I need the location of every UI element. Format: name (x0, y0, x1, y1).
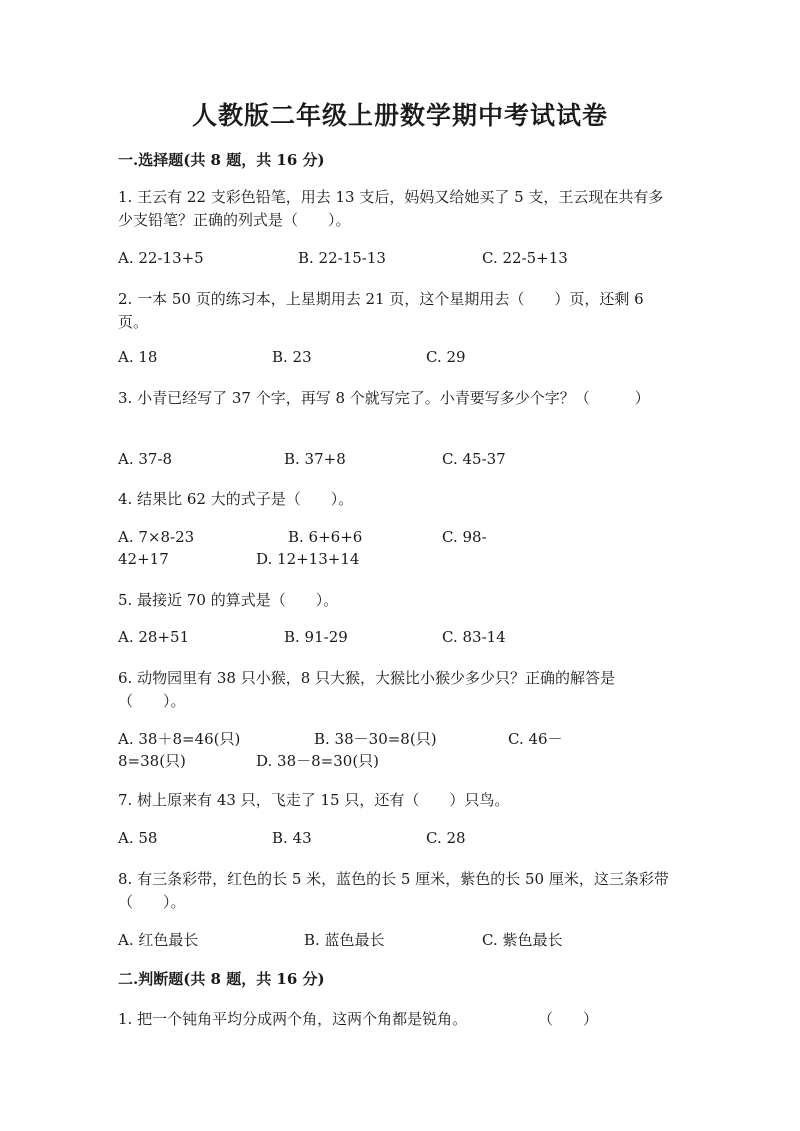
section-heading-judgement: 二.判断题(共 8 题，共 16 分) (118, 970, 325, 988)
option-a: A. 38＋8=46(只) (118, 730, 241, 748)
option-a: A. 58 (118, 829, 158, 847)
question-3-options (118, 450, 698, 474)
question-8-options (118, 929, 698, 953)
judgement-question-1 (118, 1008, 698, 1032)
option-b: B. 蓝色最长 (304, 931, 385, 949)
option-c: C. 46－ (508, 730, 563, 748)
question-6-options-row1 (118, 728, 698, 752)
question-5-options (118, 628, 698, 652)
section-heading-choice: 一.选择题(共 8 题，共 16 分) (118, 151, 325, 169)
option-c-continued: 8=38(只) (118, 752, 186, 770)
option-c: C. 83-14 (442, 628, 506, 646)
question-4: 4. 结果比 62 大的式子是（ ）。 (118, 490, 354, 508)
option-b: B. 22-15-13 (298, 249, 386, 267)
option-b: B. 6+6+6 (288, 528, 363, 546)
question-4-options-row1 (118, 528, 698, 552)
option-c: C. 98- (442, 528, 487, 546)
option-c-continued: 42+17 (118, 550, 169, 568)
question-5: 5. 最接近 70 的算式是（ ）。 (118, 591, 339, 609)
option-c: C. 紫色最长 (482, 931, 563, 949)
question-2: 2. 一本 50 页的练习本，上星期用去 21 页，这个星期用去（ ）页，还剩 6 页。 (118, 290, 644, 331)
answer-bracket: （ ） (538, 1010, 599, 1028)
question-1-options (118, 249, 698, 273)
option-a: A. 18 (118, 348, 158, 366)
option-a: A. 22-13+5 (118, 249, 204, 267)
option-c: C. 45-37 (442, 450, 506, 468)
page-title: 人教版二年级上册数学期中考试试卷 (191, 101, 608, 130)
question-4-options-row2 (118, 550, 698, 574)
question-7-options (118, 829, 698, 853)
option-b: B. 23 (272, 348, 312, 366)
option-a: A. 红色最长 (118, 931, 199, 949)
option-a: A. 28+51 (118, 628, 190, 646)
judgement-question-text: 1. 把一个钝角平均分成两个角，这两个角都是锐角。 (118, 1010, 468, 1028)
option-d: D. 12+13+14 (256, 550, 360, 568)
question-8: 8. 有三条彩带，红色的长 5 米，蓝色的长 5 厘米，紫色的长 50 厘米，这三条彩带（ ）。 (118, 870, 669, 911)
question-6-options-row2 (118, 750, 698, 774)
option-b: B. 37+8 (284, 450, 346, 468)
option-b: B. 43 (272, 829, 312, 847)
question-2-options (118, 348, 698, 372)
option-c: C. 28 (426, 829, 466, 847)
option-b: B. 91-29 (284, 628, 348, 646)
option-a: A. 7×8-23 (118, 528, 195, 546)
question-3: 3. 小青已经写了 37 个字，再写 8 个就写完了。小青要写多少个字？（ ） (118, 389, 650, 407)
question-6: 6. 动物园里有 38 只小猴，8 只大猴，大猴比小猴少多少只？正确的解答是（ ）。 (118, 669, 616, 710)
question-1: 1. 王云有 22 支彩色铅笔，用去 13 支后，妈妈又给她买了 5 支，王云现在共有多少支铅笔？正确的列式是（ ）。 (118, 188, 664, 229)
question-7: 7. 树上原来有 43 只，飞走了 15 只，还有（ ）只鸟。 (118, 791, 510, 809)
option-c: C. 22-5+13 (482, 249, 568, 267)
option-a: A. 37-8 (118, 450, 173, 468)
option-c: C. 29 (426, 348, 466, 366)
option-d: D. 38－8=30(只) (256, 752, 380, 770)
option-b: B. 38－30=8(只) (314, 730, 437, 748)
